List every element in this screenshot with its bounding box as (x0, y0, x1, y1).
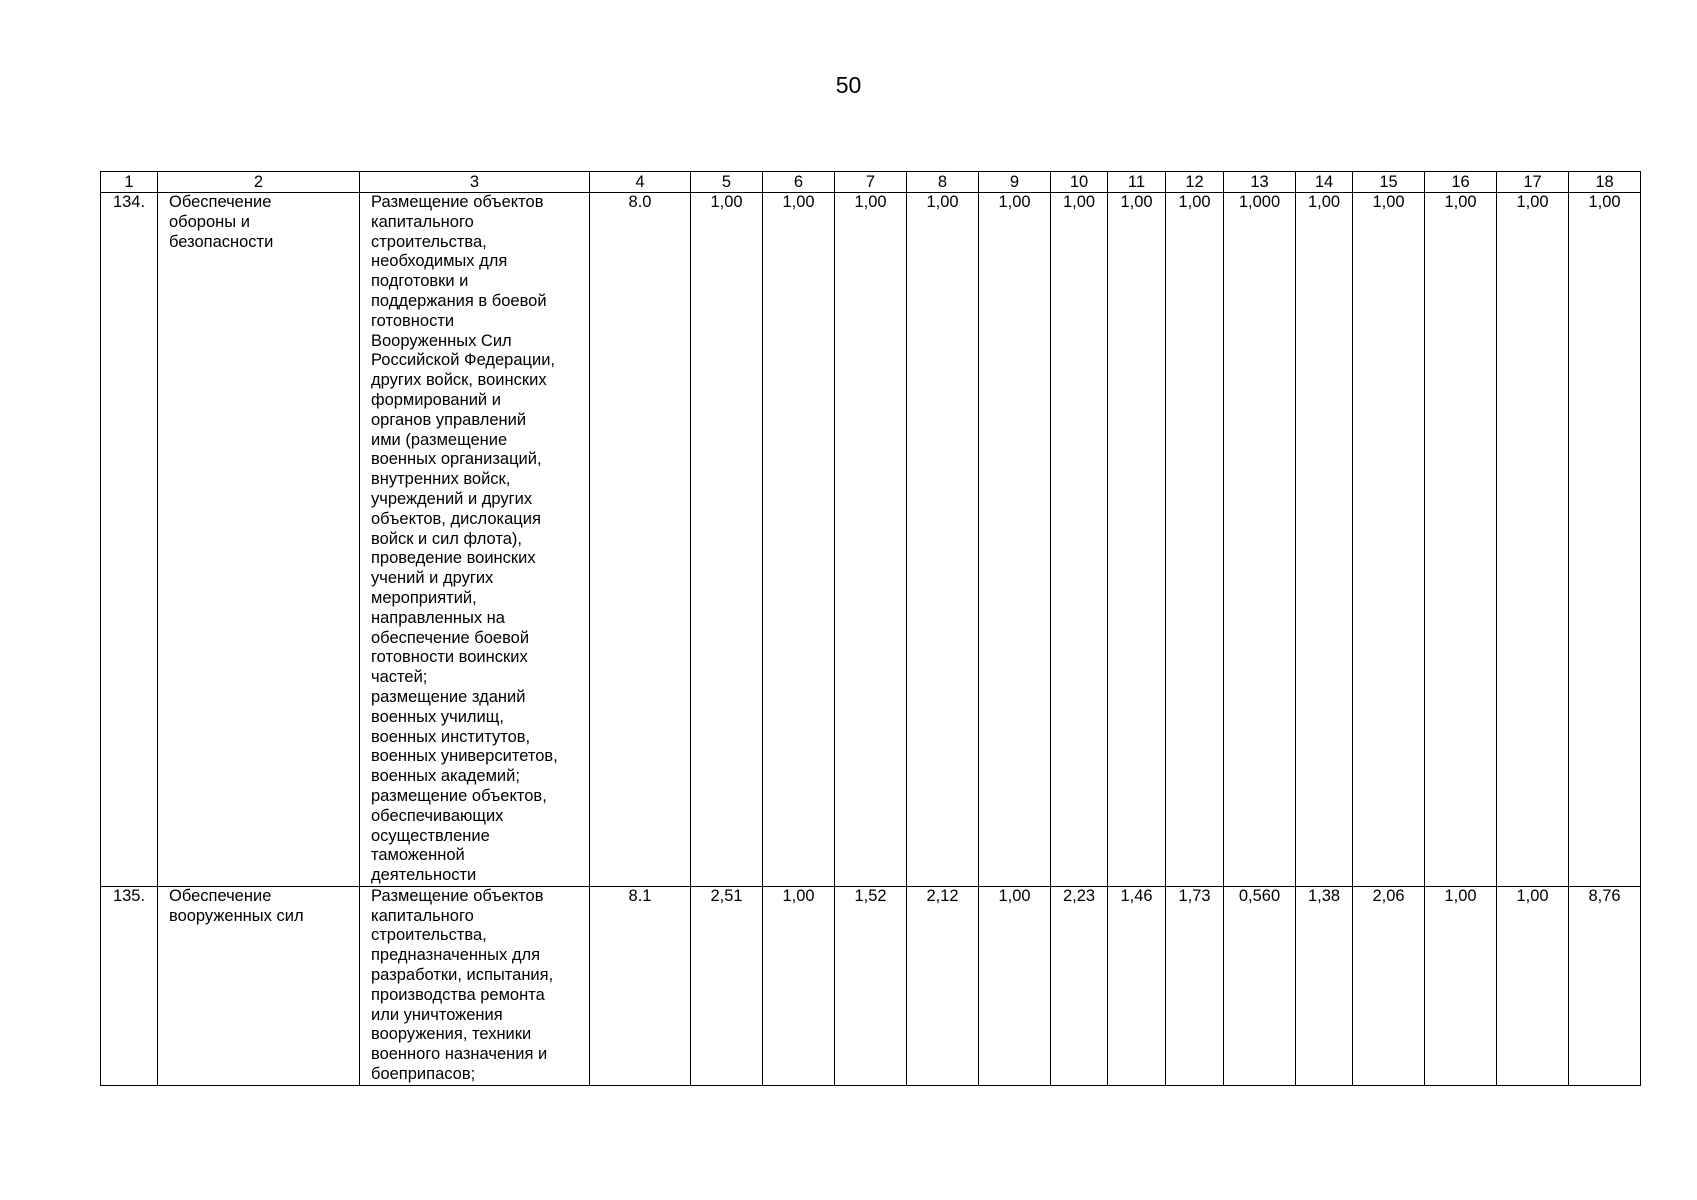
description-line: обеспечивающих (371, 806, 504, 825)
coefficient-cell-col-5: 1,00 (691, 193, 763, 887)
name-line: обороны и (169, 212, 250, 231)
description-line: готовности воинских (371, 648, 528, 667)
description-line: осуществление (371, 826, 490, 845)
column-header-8: 8 (907, 172, 979, 193)
description-line: поддержания в боевой (371, 291, 547, 310)
description-line: подготовки и (371, 272, 469, 291)
name-line: вооруженных сил (169, 906, 304, 925)
description-line: военных академий; (371, 767, 520, 786)
use-type-name (158, 886, 360, 1085)
column-header-10: 10 (1051, 172, 1108, 193)
description-line: предназначенных для (371, 946, 541, 965)
use-type-code: 8.0 (590, 193, 691, 887)
column-header-2: 2 (158, 172, 360, 193)
description-line: Российской Федерации, (371, 351, 556, 370)
name-line: Обеспечение (169, 193, 272, 211)
coefficient-cell-col-14: 1,38 (1296, 886, 1353, 1085)
coefficient-cell-col-18: 8,76 (1569, 886, 1641, 1085)
coefficient-cell-col-6: 1,00 (763, 886, 835, 1085)
coefficient-cell-col-13: 0,560 (1224, 886, 1296, 1085)
coefficient-cell-col-17: 1,00 (1497, 193, 1569, 887)
description-line: капитального (371, 906, 474, 925)
column-header-5: 5 (691, 172, 763, 193)
description-line: формирований и (371, 390, 501, 409)
coefficient-cell-col-7: 1,52 (835, 886, 907, 1085)
name-line: Обеспечение (169, 886, 272, 905)
column-header-12: 12 (1166, 172, 1224, 193)
description-line: военного назначения и (371, 1045, 548, 1064)
description-line: необходимых для (371, 252, 508, 271)
column-header-11: 11 (1108, 172, 1166, 193)
description-line: капитального (371, 212, 474, 231)
row-number: 134. (101, 193, 158, 887)
column-header-6: 6 (763, 172, 835, 193)
coefficient-cell-col-14: 1,00 (1296, 193, 1353, 887)
page-number: 50 (835, 72, 862, 98)
table-row (101, 193, 1641, 887)
description-line: боеприпасов; (371, 1065, 476, 1084)
coefficient-cell-col-11: 1,00 (1108, 193, 1166, 887)
description-line: разработки, испытания, (371, 966, 554, 985)
column-header-4: 4 (590, 172, 691, 193)
column-header-3: 3 (360, 172, 590, 193)
coefficient-cell-col-8: 2,12 (907, 886, 979, 1085)
use-type-name (158, 193, 360, 887)
description-line: ими (размещение (371, 430, 508, 449)
use-type-description (360, 193, 590, 887)
column-header-17: 17 (1497, 172, 1569, 193)
description-line: Размещение объектов (371, 193, 544, 211)
column-header-14: 14 (1296, 172, 1353, 193)
description-line: размещение зданий (371, 687, 526, 706)
description-line: Размещение объектов (371, 886, 544, 905)
coefficient-cell-col-11: 1,46 (1108, 886, 1166, 1085)
description-line: мероприятий, (371, 588, 477, 607)
coefficient-cell-col-10: 1,00 (1051, 193, 1108, 887)
name-line: безопасности (169, 232, 274, 251)
description-line: военных организаций, (371, 450, 542, 469)
description-line: военных училищ, (371, 707, 504, 726)
row-number: 135. (101, 886, 158, 1085)
column-header-7: 7 (835, 172, 907, 193)
coefficient-cell-col-7: 1,00 (835, 193, 907, 887)
coefficient-cell-col-13: 1,000 (1224, 193, 1296, 887)
description-line: органов управлений (371, 410, 527, 429)
column-header-15: 15 (1353, 172, 1425, 193)
table-row (101, 886, 1641, 1085)
coefficient-cell-col-8: 1,00 (907, 193, 979, 887)
description-line: направленных на (371, 608, 505, 627)
column-header-16: 16 (1425, 172, 1497, 193)
coefficient-cell-col-10: 2,23 (1051, 886, 1108, 1085)
coefficient-cell-col-5: 2,51 (691, 886, 763, 1085)
use-type-description (360, 886, 590, 1085)
coefficient-cell-col-16: 1,00 (1425, 193, 1497, 887)
description-line: других войск, воинских (371, 371, 547, 390)
description-line: деятельности (371, 866, 477, 885)
column-header-9: 9 (979, 172, 1051, 193)
description-line: производства ремонта (371, 985, 545, 1004)
coefficient-cell-col-12: 1,00 (1166, 193, 1224, 887)
description-line: войск и сил флота), (371, 529, 522, 548)
description-line: учений и других (371, 569, 494, 588)
column-header-18: 18 (1569, 172, 1641, 193)
description-line: или уничтожения (371, 1005, 503, 1024)
coefficient-cell-col-9: 1,00 (979, 193, 1051, 887)
description-line: обеспечение боевой (371, 628, 530, 647)
description-line: Вооруженных Сил (371, 331, 512, 350)
description-line: проведение воинских (371, 549, 536, 568)
coefficient-cell-col-6: 1,00 (763, 193, 835, 887)
coefficient-cell-col-9: 1,00 (979, 886, 1051, 1085)
description-line: внутренних войск, (371, 470, 511, 489)
coefficient-cell-col-12: 1,73 (1166, 886, 1224, 1085)
description-line: объектов, дислокация (371, 509, 541, 528)
description-line: строительства, (371, 926, 487, 945)
use-type-code: 8.1 (590, 886, 691, 1085)
coefficients-table (100, 171, 1641, 1086)
coefficient-cell-col-17: 1,00 (1497, 886, 1569, 1085)
column-header-1: 1 (101, 172, 158, 193)
description-line: учреждений и других (371, 489, 533, 508)
description-line: частей; (371, 668, 428, 687)
description-line: вооружения, техники (371, 1025, 532, 1044)
coefficient-cell-col-18: 1,00 (1569, 193, 1641, 887)
column-number-row (101, 172, 1641, 193)
column-header-13: 13 (1224, 172, 1296, 193)
description-line: размещение объектов, (371, 786, 547, 805)
description-line: военных институтов, (371, 727, 531, 746)
description-line: строительства, (371, 232, 487, 251)
coefficient-cell-col-15: 2,06 (1353, 886, 1425, 1085)
coefficient-cell-col-16: 1,00 (1425, 886, 1497, 1085)
description-line: военных университетов, (371, 747, 558, 766)
coefficient-cell-col-15: 1,00 (1353, 193, 1425, 887)
description-line: готовности (371, 311, 455, 330)
description-line: таможенной (371, 846, 465, 865)
